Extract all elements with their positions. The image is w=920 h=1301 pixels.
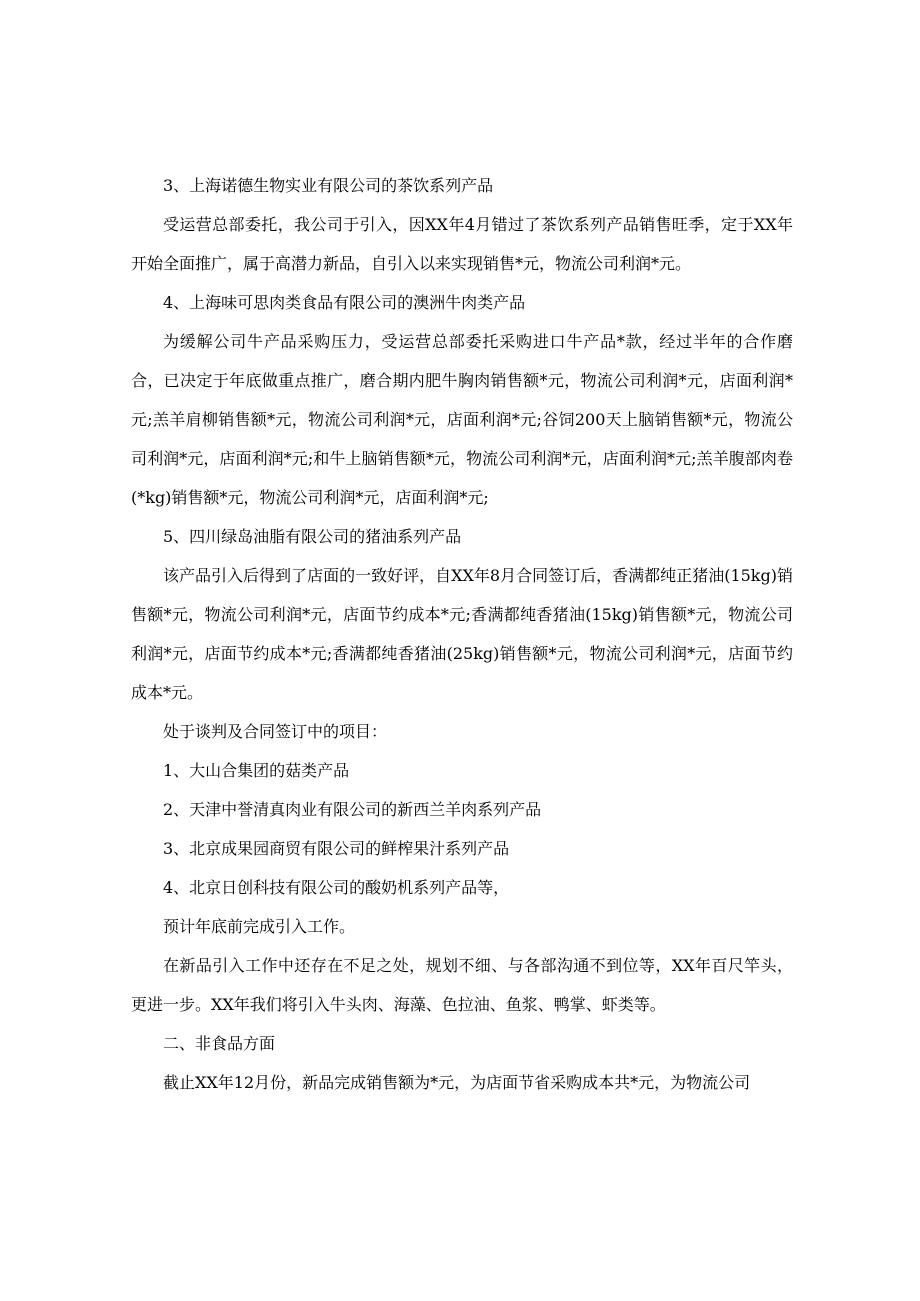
list-item-beijing-richuang: 4、北京日创科技有限公司的酸奶机系列产品等， <box>163 878 510 897</box>
paragraph-lvdao-lard: 该产品引入后得到了店面的一致好评，自XX年8月合同签订后，香满都纯正猪油(15kg)销售额*元，物流公司利润*元，店面节约成本*元;香满都纯香猪油(15kg)销售额*元，物流公司利润*元，店面节约成本*元;香满都纯香猪油(25kg)销售额*元，物流公司利润*元，店面节约成本*元。 <box>131 566 793 702</box>
section-heading-non-food: 二、非食品方面 <box>163 1034 276 1053</box>
item-heading-5-lvdao-lard: 5、四川绿岛油脂有限公司的猪油系列产品 <box>163 527 462 546</box>
paragraph-non-food-sales: 截止XX年12月份，新品完成销售额为*元，为店面节省采购成本共*元，为物流公司 <box>163 1073 751 1092</box>
list-item-dashanhe: 1、大山合集团的菇类产品 <box>163 761 350 780</box>
negotiation-projects-heading: 处于谈判及合同签订中的项目： <box>163 722 388 741</box>
list-item-beijing-chengguoyuan: 3、北京成果园商贸有限公司的鲜榨果汁系列产品 <box>163 839 510 858</box>
list-item-tianjin-zhongyu: 2、天津中誉清真肉业有限公司的新西兰羊肉系列产品 <box>163 800 542 819</box>
paragraph-weikesi-beef: 为缓解公司牛产品采购压力，受运营总部委托采购进口牛产品*款，经过半年的合作磨合，已决定于年底做重点推广，磨合期内肥牛胸肉销售额*元，物流公司利润*元，店面利润*元;羔羊肩柳销售额*元，物流公司利润*元，店面利润*元;谷饲200天上脑销售额*元，物流公司利润*元，店面利润*元;和牛上脑销售额*元，物流公司利润*元，店面利润*元;羔羊腹部肉卷(*kg)销售额*元，物流公司利润*元，店面利润*元; <box>131 332 793 507</box>
paragraph-nuode-tea: 受运营总部委托，我公司于引入，因XX年4月错过了茶饮系列产品销售旺季，定于XX年开始全面推广，属于高潜力新品，自引入以来实现销售*元，物流公司利润*元。 <box>131 215 793 273</box>
item-heading-4-weikesi-beef: 4、上海味可思肉类食品有限公司的澳洲牛肉类产品 <box>163 293 526 312</box>
document-body <box>131 166 793 1102</box>
expected-completion-note: 预计年底前完成引入工作。 <box>163 917 356 936</box>
item-heading-3-nuode-tea: 3、上海诺德生物实业有限公司的茶饮系列产品 <box>163 176 494 195</box>
paragraph-shortcomings-plans: 在新品引入工作中还存在不足之处，规划不细、与各部沟通不到位等，XX年百尺竿头，更进一步。XX年我们将引入牛头肉、海藻、色拉油、鱼浆、鸭掌、虾类等。 <box>131 956 793 1014</box>
